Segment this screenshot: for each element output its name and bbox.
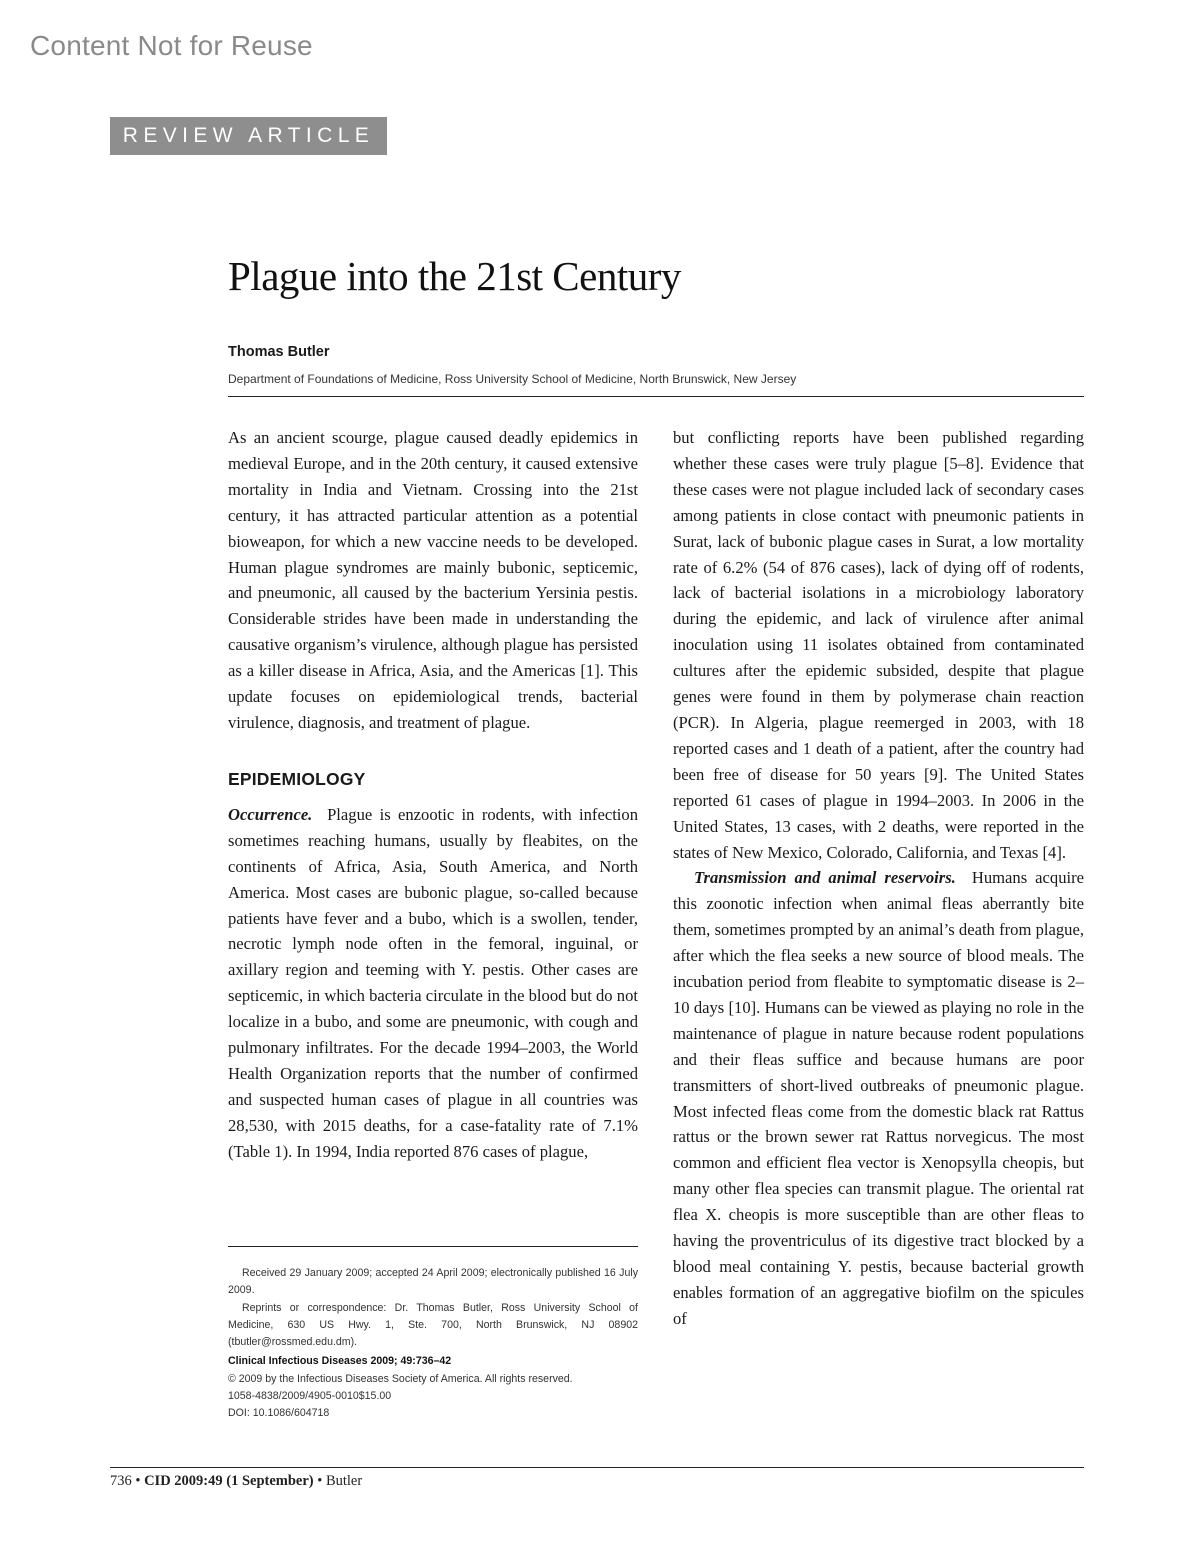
- transmission-paragraph: [673, 865, 1084, 1331]
- left-column: [228, 425, 638, 1165]
- article-type-badge: REVIEW ARTICLE: [110, 117, 387, 155]
- footer-rule: [110, 1467, 1084, 1468]
- page-footer: [110, 1473, 362, 1490]
- footer-separator: •: [317, 1473, 323, 1489]
- page-number: 736: [110, 1473, 132, 1489]
- doi-note: DOI: 10.1086/604718: [228, 1407, 330, 1420]
- author-name: Thomas Butler: [228, 344, 330, 360]
- author-affiliation: Department of Foundations of Medicine, Ross University School of Medicine, North Brunswick, New Jersey: [228, 372, 797, 386]
- reprints-note: Reprints or correspondence: Dr. Thomas Butler, Ross University School of Medicine, 630 US Hwy. 1, Ste. 700, North Brunswick, NJ 08902 (tbutler@rossmed.edu.dm).: [228, 1301, 638, 1349]
- journal-citation: Clinical Infectious Diseases 2009; 49:736–42: [228, 1355, 452, 1368]
- article-title: Plague into the 21st Century: [228, 253, 681, 299]
- transmission-heading: Transmission and animal reservoirs.: [694, 868, 956, 888]
- continuation-paragraph: but conflicting reports have been published regarding whether these cases were truly plague [5–8]. Evidence that these cases were not plague included lack of secondary cases among patients in close contact with pneumonic patients in Surat, lack of bubonic plague cases in Surat, a low mortality rate of 6.2% (54 of 876 cases), lack of dying off of rodents, lack of bacterial isolations in a microbiology laboratory during the epidemic, and lack of virulence after animal inoculation using 11 isolates obtained from contaminated cultures after the epidemic subsided, despite that plague genes were found in them by polymerase chain reaction (PCR). In Algeria, plague reemerged in 2003, with 18 reported cases and 1 death of a patient, after the country had been free of disease for 50 years [9]. The United States reported 61 cases of plague in 1994–2003. In 2006 in the United States, 13 cases, with 2 deaths, were reported in the states of New Mexico, Colorado, California, and Texas [4].: [673, 428, 1084, 862]
- footnotes: [228, 1265, 638, 1423]
- footnote-rule: [228, 1246, 638, 1247]
- footer-journal: CID 2009:49 (1 September): [144, 1473, 314, 1489]
- occurrence-heading: Occurrence.: [228, 804, 313, 824]
- section-heading-epidemiology: EPIDEMIOLOGY: [228, 768, 366, 789]
- watermark: Content Not for Reuse: [30, 30, 313, 61]
- occurrence-paragraph: [228, 802, 638, 1165]
- occurrence-text: Plague is enzootic in rodents, with infection sometimes reaching humans, usually by fleabites, on the continents of Africa, Asia, South America, and North America. Most cases are bubonic plague, so-called because patients have fever and a bubo, which is a swollen, tender, necrotic lymph node often in the femoral, inguinal, or axillary region and teeming with Y. pestis. Other cases are septicemic, in which bacteria circulate in the blood but do not localize in a bubo, and some are pneumonic, with cough and pulmonary infiltrates. For the decade 1994–2003, the World Health Organization reports that the number of confirmed and suspected human cases of plague in all countries was 28,530, with 2015 deaths, for a case-fatality rate of 7.1% (Table 1). In 1994, India reported 876 cases of plague,: [228, 804, 639, 1161]
- received-note: Received 29 January 2009; accepted 24 April 2009; electronically published 16 July 2009.: [228, 1267, 638, 1297]
- footer-author: Butler: [325, 1473, 363, 1489]
- footer-separator: •: [135, 1473, 141, 1489]
- header-rule: [228, 396, 1084, 397]
- copyright-note: © 2009 by the Infectious Diseases Society of America. All rights reserved.: [228, 1372, 573, 1385]
- issn-note: 1058-4838/2009/4905-0010$15.00: [228, 1390, 392, 1403]
- transmission-text: Humans acquire this zoonotic infection when animal fleas aberrantly bite them, sometimes prompted by an animal’s death from plague, after which the flea seeks a new source of blood meals. The incubation period from fleabite to symptomatic disease is 2–10 days [10]. Humans can be viewed as playing no role in the maintenance of plague in nature because rodent populations and their fleas suffice and because humans are poor transmitters of short-lived outbreaks of pneumonic plague. Most infected fleas come from the domestic black rat Rattus rattus or the brown sewer rat Rattus norvegicus. The most common and efficient flea vector is Xenopsylla cheopis, but many other flea species can transmit plague. The oriental rat flea X. cheopis is more susceptible than are other fleas to having the proventriculus of its digestive tract blocked by a blood meal containing Y. pestis, because bacterial growth enables formation of an aggregative biofilm on the spicules of: [673, 868, 1085, 1328]
- abstract-paragraph: As an ancient scourge, plague caused deadly epidemics in medieval Europe, and in the 20th century, it caused extensive mortality in India and Vietnam. Crossing into the 21st century, it has attracted particular attention as a potential bioweapon, for which a new vaccine needs to be developed. Human plague syndromes are mainly bubonic, septicemic, and pneumonic, all caused by the bacterium Yersinia pestis. Considerable strides have been made in understanding the causative organism’s virulence, although plague has persisted as a killer disease in Africa, Asia, and the Americas [1]. This update focuses on epidemiological trends, bacterial virulence, diagnosis, and treatment of plague.: [228, 428, 638, 732]
- right-column: [673, 425, 1084, 1332]
